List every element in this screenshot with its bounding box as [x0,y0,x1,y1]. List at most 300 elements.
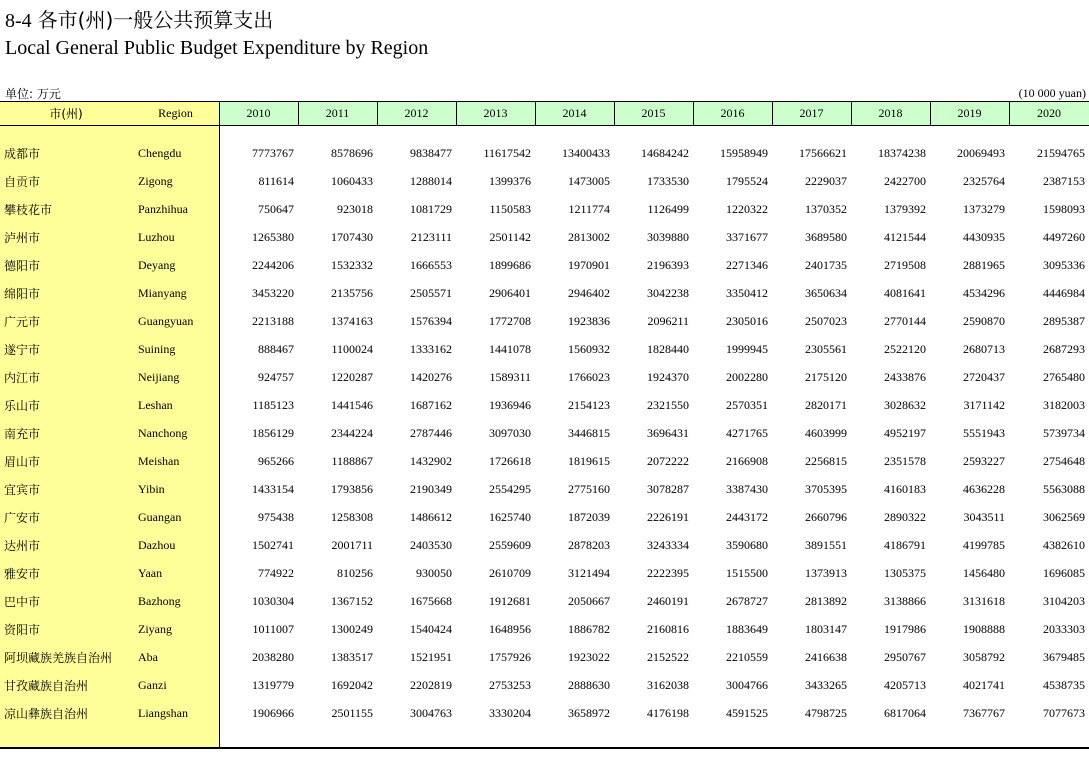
region-name-cn: 广元市 [4,314,41,329]
expenditure-value: 1399376 [489,173,531,188]
expenditure-value: 2559609 [489,537,531,552]
region-name-cn: 阿坝藏族羌族自治州 [4,650,113,665]
expenditure-value: 1473005 [568,173,610,188]
expenditure-value: 2881965 [963,257,1005,272]
expenditure-value: 4430935 [963,229,1005,244]
expenditure-value: 2765480 [1043,369,1085,384]
region-name-en: Panzhihua [138,201,188,216]
expenditure-value: 1432902 [410,453,452,468]
expenditure-value: 1220322 [726,201,768,216]
expenditure-value: 1899686 [489,257,531,272]
expenditure-value: 1374163 [331,313,373,328]
table-row [0,643,1089,671]
expenditure-value: 1185123 [252,397,294,412]
expenditure-value: 2946402 [568,285,610,300]
expenditure-value: 2422700 [884,173,926,188]
expenditure-value: 1515500 [726,565,768,580]
expenditure-value: 2222395 [647,565,689,580]
expenditure-value: 1220287 [331,369,373,384]
header-region: Region [158,105,193,120]
expenditure-value: 1300249 [331,621,373,636]
expenditure-value: 2351578 [884,453,926,468]
region-name-cn: 南充市 [4,426,41,441]
expenditure-value: 7367767 [963,705,1005,720]
expenditure-value: 3705395 [805,481,847,496]
region-name-en: Guangyuan [138,313,194,328]
table-row [0,615,1089,643]
table-row [0,391,1089,419]
expenditure-value: 3679485 [1043,649,1085,664]
header-year: 2010 [246,105,271,120]
expenditure-value: 2152522 [647,649,689,664]
region-name-cn: 乐山市 [4,398,41,413]
expenditure-value: 3078287 [647,481,689,496]
region-name-cn: 自贡市 [4,174,41,189]
expenditure-value: 1648956 [489,621,531,636]
expenditure-value: 1150583 [489,201,531,216]
expenditure-value: 1540424 [410,621,452,636]
region-name-en: Luzhou [138,229,175,244]
table-number: 8-4 [5,10,32,32]
region-name-en: Neijiang [138,369,180,384]
expenditure-value: 2590870 [963,313,1005,328]
expenditure-value: 1772708 [489,313,531,328]
region-name-en: Suining [138,341,176,356]
expenditure-value: 3138866 [884,593,926,608]
expenditure-value: 1333162 [410,341,452,356]
expenditure-value: 14684242 [641,145,689,160]
expenditure-value: 3689580 [805,229,847,244]
header-column-divider [693,101,694,125]
page-title-cn [5,4,273,33]
expenditure-value: 1936946 [489,397,531,412]
expenditure-value: 2507023 [805,313,847,328]
expenditure-value: 3453220 [252,285,294,300]
expenditure-value: 5563088 [1043,481,1085,496]
expenditure-value: 2660796 [805,509,847,524]
region-name-en: Ziyang [138,621,172,636]
table-row [0,531,1089,559]
table-row [0,363,1089,391]
header-year: 2012 [404,105,429,120]
expenditure-value: 1383517 [331,649,373,664]
expenditure-value: 1521951 [410,649,452,664]
expenditure-value: 3658972 [568,705,610,720]
expenditure-value: 1258308 [331,509,373,524]
expenditure-value: 1999945 [726,341,768,356]
expenditure-value: 1707430 [331,229,373,244]
region-name-cn: 凉山彝族自治州 [4,706,89,721]
expenditure-value: 2305016 [726,313,768,328]
region-name-cn: 成都市 [4,146,41,161]
expenditure-value: 888467 [258,341,294,356]
region-name-en: Liangshan [138,705,188,720]
header-year: 2015 [641,105,666,120]
expenditure-value: 3042238 [647,285,689,300]
expenditure-value: 2229037 [805,173,847,188]
expenditure-value: 2813002 [568,229,610,244]
expenditure-value: 4382610 [1043,537,1085,552]
expenditure-value: 2593227 [963,453,1005,468]
table-row [0,139,1089,167]
expenditure-value: 3350412 [726,285,768,300]
expenditure-value: 2190349 [410,481,452,496]
expenditure-value: 1305375 [884,565,926,580]
table-row [0,447,1089,475]
expenditure-value: 1687162 [410,397,452,412]
expenditure-value: 2787446 [410,425,452,440]
region-name-cn: 攀枝花市 [4,202,53,217]
header-year: 2017 [799,105,824,120]
expenditure-value: 1373913 [805,565,847,580]
header-column-divider [930,101,931,125]
region-name-en: Aba [138,649,158,664]
expenditure-value: 1598093 [1043,201,1085,216]
expenditure-value: 1288014 [410,173,452,188]
expenditure-value: 975438 [258,509,294,524]
unit-label-en: (10 000 yuan) [1018,86,1086,100]
expenditure-table [0,101,1089,727]
expenditure-value: 2038280 [252,649,294,664]
region-name-en: Nanchong [138,425,188,440]
expenditure-value: 2753253 [489,677,531,692]
expenditure-value: 3387430 [726,481,768,496]
expenditure-value: 1030304 [252,593,294,608]
expenditure-value: 2443172 [726,509,768,524]
expenditure-value: 2890322 [884,509,926,524]
region-name-cn: 泸州市 [4,230,41,245]
expenditure-value: 1589311 [489,369,531,384]
header-year: 2020 [1037,105,1061,120]
expenditure-value: 930050 [416,565,452,580]
expenditure-value: 4271765 [726,425,768,440]
expenditure-value: 2305561 [805,341,847,356]
expenditure-value: 4798725 [805,705,847,720]
expenditure-value: 2505571 [410,285,452,300]
expenditure-value: 1576394 [410,313,452,328]
expenditure-value: 2001711 [331,537,373,552]
region-name-cn: 宜宾市 [4,482,41,497]
expenditure-value: 3097030 [489,425,531,440]
expenditure-value: 1795524 [726,173,768,188]
expenditure-value: 2433876 [884,369,926,384]
expenditure-value: 1456480 [963,565,1005,580]
table-row [0,475,1089,503]
table-row [0,167,1089,195]
region-name-cn: 内江市 [4,370,41,385]
table-row [0,279,1089,307]
expenditure-value: 1560932 [568,341,610,356]
expenditure-value: 3104203 [1043,593,1085,608]
expenditure-value: 2678727 [726,593,768,608]
expenditure-value: 1757926 [489,649,531,664]
expenditure-value: 1420276 [410,369,452,384]
expenditure-value: 2522120 [884,341,926,356]
region-name-cn: 资阳市 [4,622,41,637]
region-name-cn: 雅安市 [4,566,41,581]
expenditure-value: 2906401 [489,285,531,300]
expenditure-value: 2820171 [805,397,847,412]
table-spacer-row [0,125,1089,139]
expenditure-value: 2720437 [963,369,1005,384]
expenditure-value: 2210559 [726,649,768,664]
region-name-cn: 甘孜藏族自治州 [4,678,89,693]
expenditure-value: 4081641 [884,285,926,300]
expenditure-value: 2244206 [252,257,294,272]
header-year: 2014 [562,105,587,120]
expenditure-value: 4121544 [884,229,926,244]
expenditure-value: 1924370 [647,369,689,384]
expenditure-value: 1803147 [805,621,847,636]
region-name-en: Bazhong [138,593,181,608]
expenditure-value: 3590680 [726,537,768,552]
expenditure-value: 1917986 [884,621,926,636]
expenditure-value: 3650634 [805,285,847,300]
expenditure-value: 2135756 [331,285,373,300]
expenditure-value: 1532332 [331,257,373,272]
expenditure-value: 1666553 [410,257,452,272]
table-bottom-rule [0,747,1089,749]
region-name-en: Yaan [138,565,163,580]
expenditure-value: 4497260 [1043,229,1085,244]
region-name-cn: 眉山市 [4,454,41,469]
expenditure-value: 11617542 [483,145,531,160]
expenditure-value: 1211774 [568,201,610,216]
expenditure-value: 3121494 [568,565,610,580]
header-column-divider [298,101,299,125]
expenditure-value: 21594765 [1037,145,1085,160]
expenditure-value: 3891551 [805,537,847,552]
region-name-cn: 达州市 [4,538,41,553]
unit-label-cn: 单位: 万元 [5,87,61,101]
table-header-row [0,101,1089,125]
header-column-divider [377,101,378,125]
expenditure-value: 1379392 [884,201,926,216]
expenditure-value: 1692042 [331,677,373,692]
region-name-cn: 绵阳市 [4,286,41,301]
table-top-rule [0,101,1089,102]
expenditure-value: 2610709 [489,565,531,580]
expenditure-value: 923018 [337,201,373,216]
expenditure-value: 1819615 [568,453,610,468]
expenditure-value: 810256 [337,565,373,580]
expenditure-value: 2271346 [726,257,768,272]
header-column-divider [456,101,457,125]
expenditure-value: 6817064 [884,705,926,720]
region-name-en: Chengdu [138,145,182,160]
expenditure-value: 2403530 [410,537,452,552]
expenditure-value: 2196393 [647,257,689,272]
table-row [0,419,1089,447]
expenditure-value: 1726618 [489,453,531,468]
expenditure-value: 811614 [258,173,294,188]
expenditure-value: 5739734 [1043,425,1085,440]
expenditure-value: 8578696 [331,145,373,160]
region-name-cn: 遂宁市 [4,342,41,357]
expenditure-value: 2895387 [1043,313,1085,328]
expenditure-value: 1126499 [647,201,689,216]
table-body [0,125,1089,727]
expenditure-value: 2213188 [252,313,294,328]
expenditure-value: 774922 [258,565,294,580]
expenditure-value: 4186791 [884,537,926,552]
expenditure-value: 2687293 [1043,341,1085,356]
expenditure-value: 2387153 [1043,173,1085,188]
expenditure-value: 4591525 [726,705,768,720]
expenditure-value: 1373279 [963,201,1005,216]
expenditure-value: 17566621 [799,145,847,160]
expenditure-value: 2680713 [963,341,1005,356]
table-row [0,559,1089,587]
expenditure-value: 2501155 [331,705,373,720]
header-column-divider [535,101,536,125]
expenditure-value: 1923836 [568,313,610,328]
expenditure-value: 2321550 [647,397,689,412]
expenditure-value: 1886782 [568,621,610,636]
expenditure-value: 1970901 [568,257,610,272]
expenditure-value: 3058792 [963,649,1005,664]
expenditure-value: 4952197 [884,425,926,440]
expenditure-value: 3039880 [647,229,689,244]
expenditure-value: 1081729 [410,201,452,216]
expenditure-value: 3095336 [1043,257,1085,272]
expenditure-value: 18374238 [878,145,926,160]
expenditure-value: 7773767 [252,145,294,160]
expenditure-value: 1766023 [568,369,610,384]
header-year: 2019 [957,105,982,120]
expenditure-value: 4176198 [647,705,689,720]
expenditure-value: 2813892 [805,593,847,608]
header-year: 2018 [878,105,903,120]
expenditure-value: 1923022 [568,649,610,664]
expenditure-value: 1367152 [331,593,373,608]
expenditure-value: 2754648 [1043,453,1085,468]
expenditure-value: 2401735 [805,257,847,272]
table-row [0,699,1089,727]
header-column-divider [1009,101,1010,125]
expenditure-value: 2460191 [647,593,689,608]
expenditure-value: 965266 [258,453,294,468]
region-name-en: Meishan [138,453,180,468]
expenditure-value: 1625740 [489,509,531,524]
expenditure-value: 2226191 [647,509,689,524]
expenditure-value: 4446984 [1043,285,1085,300]
expenditure-value: 2325764 [963,173,1005,188]
expenditure-value: 2175120 [805,369,847,384]
expenditure-value: 3243334 [647,537,689,552]
expenditure-value: 1060433 [331,173,373,188]
expenditure-value: 3162038 [647,677,689,692]
expenditure-value: 4603999 [805,425,847,440]
expenditure-value: 9838477 [410,145,452,160]
expenditure-value: 1441546 [331,397,373,412]
expenditure-value: 2033303 [1043,621,1085,636]
expenditure-value: 4199785 [963,537,1005,552]
expenditure-value: 3028632 [884,397,926,412]
expenditure-value: 13400433 [562,145,610,160]
expenditure-value: 1906966 [252,705,294,720]
expenditure-value: 3062569 [1043,509,1085,524]
title-cn-text: 各市(州)一般公共预算支出 [37,8,274,32]
expenditure-value: 1319779 [252,677,294,692]
table-row [0,251,1089,279]
expenditure-value: 3004766 [726,677,768,692]
header-column-divider [614,101,615,125]
expenditure-value: 2570351 [726,397,768,412]
expenditure-value: 3131618 [963,593,1005,608]
region-name-cn: 德阳市 [4,258,41,273]
table-row [0,671,1089,699]
header-year: 2013 [483,105,508,120]
region-name-en: Deyang [138,257,176,272]
expenditure-value: 2770144 [884,313,926,328]
expenditure-value: 1100024 [331,341,373,356]
expenditure-value: 20069493 [957,145,1005,160]
expenditure-value: 3433265 [805,677,847,692]
expenditure-value: 2719508 [884,257,926,272]
expenditure-value: 1872039 [568,509,610,524]
header-year: 2011 [325,105,350,120]
expenditure-value: 2950767 [884,649,926,664]
region-column-divider [219,101,220,747]
expenditure-value: 4160183 [884,481,926,496]
expenditure-value: 4021741 [963,677,1005,692]
expenditure-value: 1486612 [410,509,452,524]
expenditure-value: 1908888 [963,621,1005,636]
expenditure-value: 1793856 [331,481,373,496]
expenditure-value: 3182003 [1043,397,1085,412]
expenditure-value: 2002280 [726,369,768,384]
expenditure-value: 3043511 [963,509,1005,524]
table-row [0,223,1089,251]
page-title-en: Local General Public Budget Expenditure by Region [5,37,429,59]
expenditure-value: 4538735 [1043,677,1085,692]
expenditure-value: 2416638 [805,649,847,664]
expenditure-value: 924757 [258,369,294,384]
region-name-en: Mianyang [138,285,187,300]
expenditure-value: 2050667 [568,593,610,608]
table-row [0,195,1089,223]
region-name-en: Guangan [138,509,182,524]
expenditure-value: 1856129 [252,425,294,440]
table-row [0,307,1089,335]
header-column-divider [772,101,773,125]
expenditure-value: 2775160 [568,481,610,496]
region-name-en: Zigong [138,173,173,188]
expenditure-value: 2256815 [805,453,847,468]
expenditure-value: 2096211 [647,313,689,328]
region-name-en: Ganzi [138,677,167,692]
expenditure-value: 2501142 [489,229,531,244]
expenditure-value: 3171142 [963,397,1005,412]
expenditure-value: 3371677 [726,229,768,244]
expenditure-value: 1433154 [252,481,294,496]
expenditure-value: 2154123 [568,397,610,412]
expenditure-value: 1883649 [726,621,768,636]
expenditure-value: 4534296 [963,285,1005,300]
expenditure-value: 4636228 [963,481,1005,496]
header-city-cn: 市(州) [49,106,83,121]
expenditure-value: 2166908 [726,453,768,468]
expenditure-value: 3696431 [647,425,689,440]
region-name-en: Dazhou [138,537,176,552]
expenditure-value: 2344224 [331,425,373,440]
expenditure-value: 1675668 [410,593,452,608]
expenditure-value: 3330204 [489,705,531,720]
expenditure-value: 750647 [258,201,294,216]
expenditure-value: 2888630 [568,677,610,692]
table-row [0,587,1089,615]
